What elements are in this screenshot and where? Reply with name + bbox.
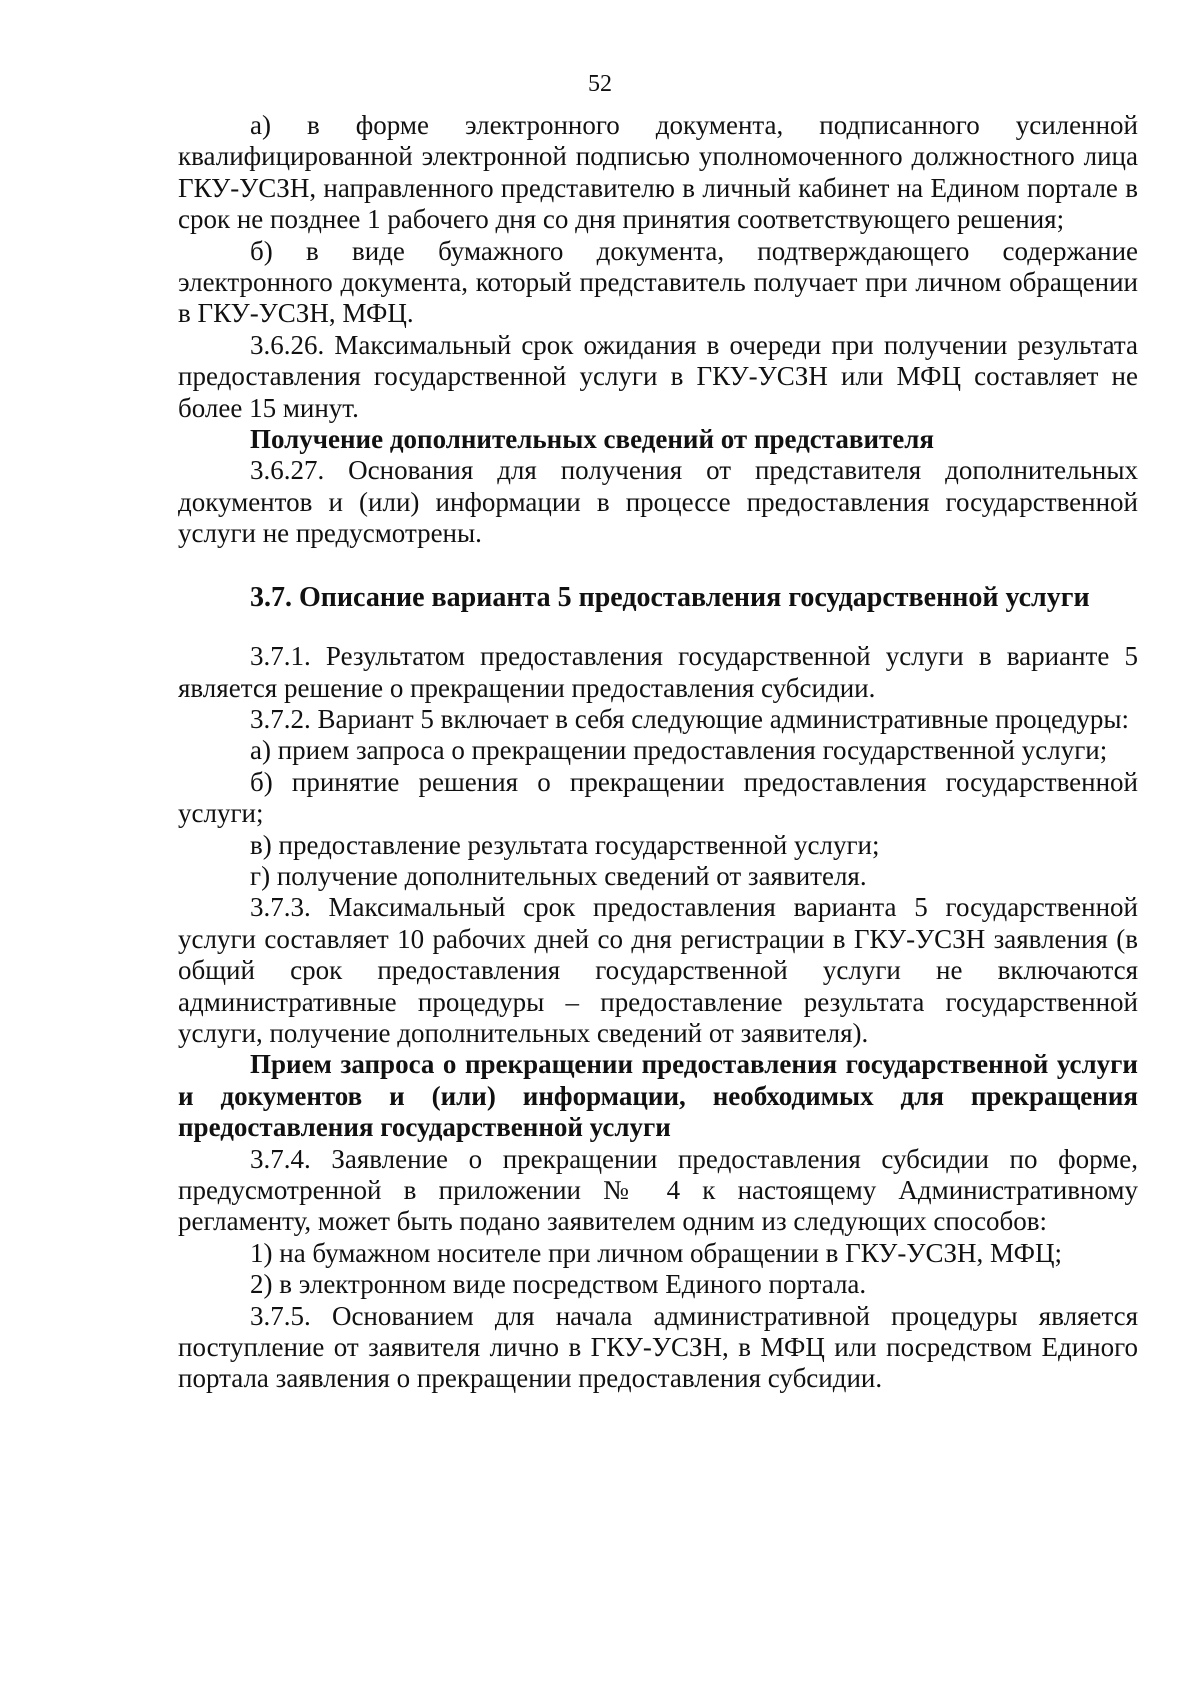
paragraph-3-6-27: 3.6.27. Основания для получения от представителя дополнительных документов и (или) информации в процессе предоставления государственной услуги не предусмотрены.	[178, 455, 1138, 549]
page-number: 52	[588, 71, 612, 97]
paragraph-3-7-4: 3.7.4. Заявление о прекращении предоставления субсидии по форме, предусмотренной в приложении № 4 к настоящему Административному регламенту, может быть подано заявителем одним из следующих способов:	[178, 1143, 1138, 1237]
list-item-a: а) прием запроса о прекращении предоставления государственной услуги;	[250, 735, 1108, 766]
paragraph-3-7-5: 3.7.5. Основанием для начала административной процедуры является поступление от заявителя лично в ГКУ-УСЗН, в МФЦ или посредством Единого портала заявления о прекращении предоставления субсидии.	[178, 1300, 1138, 1394]
heading-request-termination: Прием запроса о прекращении предоставления государственной услуги и документов и (или) информации, необходимых для прекращения предоставления государственной услуги	[178, 1049, 1138, 1143]
list-item-2: 2) в электронном виде посредством Единого портала.	[250, 1269, 867, 1300]
paragraph-3-7-3: 3.7.3. Максимальный срок предоставления варианта 5 государственной услуги составляет 10 рабочих дней со дня регистрации в ГКУ-УСЗН заявления (в общий срок предоставления государственной услуги не включаются административные процедуры – предоставление результата государственной услуги, получение дополнительных сведений от заявителя).	[178, 892, 1138, 1048]
document-body	[178, 110, 1138, 1395]
paragraph-3-7-2: 3.7.2. Вариант 5 включает в себя следующие административные процедуры:	[250, 703, 1130, 734]
list-item-b: б) принятие решения о прекращении предоставления государственной услуги;	[178, 766, 1138, 829]
paragraph-3-6-26: 3.6.26. Максимальный срок ожидания в очереди при получении результата предоставления государственной услуги в ГКУ-УСЗН или МФЦ составляет не более 15 минут.	[178, 329, 1138, 423]
paragraph-3-7-1: 3.7.1. Результатом предоставления государственной услуги в варианте 5 является решение о прекращении предоставления субсидии.	[178, 641, 1138, 703]
paragraph-electronic-document: а) в форме электронного документа, подписанного усиленной квалифицированной электронной подписью уполномоченного должностного лица ГКУ-УСЗН, направленного представителю в личный кабинет на Едином портале в срок не позднее 1 рабочего дня со дня принятия соответствующего решения;	[178, 110, 1138, 235]
paragraph-paper-document: б) в виде бумажного документа, подтверждающего содержание электронного документа, который представитель получает при личном обращении в ГКУ-УСЗН, МФЦ.	[178, 235, 1138, 329]
list-item-1: 1) на бумажном носителе при личном обращении в ГКУ-УСЗН, МФЦ;	[250, 1237, 1062, 1268]
list-item-g: г) получение дополнительных сведений от заявителя.	[250, 860, 867, 891]
list-item-v: в) предоставление результата государственной услуги;	[250, 829, 880, 860]
section-title-3-7: 3.7. Описание варианта 5 предоставления государственной услуги	[250, 581, 1090, 613]
heading-additional-info-representative: Получение дополнительных сведений от представителя	[250, 424, 935, 455]
